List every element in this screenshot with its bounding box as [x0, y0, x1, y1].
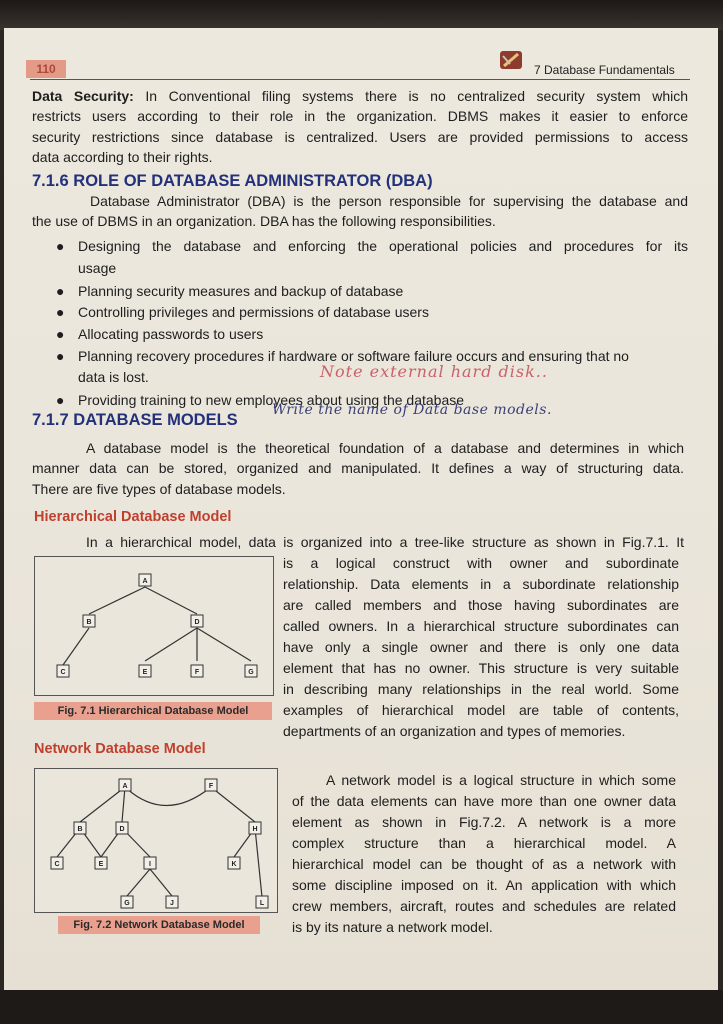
hierarchical-line-3: are called members and those having subordinates are	[283, 597, 679, 613]
models-line-2: manner data can be stored, organized and manipulated. It defines a way of structuring data.	[32, 460, 684, 477]
net-node-l-label: L	[259, 900, 265, 907]
hierarchical-paragraph	[283, 553, 679, 742]
network-paragraph	[292, 770, 676, 938]
data-security-paragraph	[32, 86, 688, 168]
net-node-e-label: E	[98, 861, 104, 868]
background-top	[0, 0, 723, 30]
hierarchical-line-8: examples of hierarchical model are table of contents,	[283, 702, 679, 718]
network-line-8: is by its nature a network model.	[292, 919, 493, 935]
net-node-d-label: D	[119, 826, 125, 833]
dba-bullet-2-text: Planning security measures and backup of database	[78, 283, 404, 299]
dba-bullet-6-text: Providing training to new employees about using the database	[78, 392, 465, 408]
net-node-g-label: G	[124, 900, 130, 907]
header-rule	[30, 79, 690, 80]
dba-bullet-1-line-2: usage	[78, 260, 117, 276]
data-security-label: Data Security:	[32, 88, 134, 104]
hierarchical-line-1: is a logical construct with owner and subordinate	[283, 555, 679, 571]
network-line-7: crew members, aircraft, routes and schedules are related	[292, 898, 676, 914]
data-security-line-2: restricts users according to their role in the organization. DBMS makes it easier to enforce	[32, 108, 688, 125]
network-diagram	[35, 769, 277, 912]
net-node-f-label: F	[208, 783, 214, 790]
background-bottom	[0, 990, 723, 1024]
data-security-line-3: security restrictions since database is centralized. Users are provided permissions to access	[32, 128, 688, 145]
page-number: 110	[26, 60, 66, 78]
models-line-3: There are five types of database models.	[32, 480, 286, 497]
dba-heading: 7.1.6 ROLE OF DATABASE ADMINISTRATOR (DBA)	[32, 172, 433, 190]
node-a-label: A	[142, 578, 148, 585]
network-edges	[57, 787, 262, 897]
dba-bullet-4-text: Allocating passwords to users	[78, 326, 264, 342]
hierarchical-line-9: departments of an organization and types of memories.	[283, 723, 626, 739]
hierarchical-figure	[34, 556, 274, 696]
bullet-icon: ●	[56, 283, 65, 299]
hierarchical-tree-diagram	[35, 557, 273, 695]
models-line-1: A database model is the theoretical foundation of a database and determines in which	[86, 440, 684, 456]
network-figure-caption: Fig. 7.2 Network Database Model	[58, 916, 260, 934]
bullet-icon: ●	[56, 238, 65, 254]
dba-bullet-5-line-1: Planning recovery procedures if hardware or software failure occurs and ensuring that no	[78, 348, 629, 364]
models-paragraph	[32, 438, 684, 499]
data-security-line-4: data according to their rights.	[32, 149, 213, 166]
node-c-label: C	[60, 669, 66, 676]
bullet-icon: ●	[56, 392, 65, 408]
handwritten-note-2: Write the name of Data base models.	[272, 402, 552, 418]
data-security-line-1: In Conventional filing systems there is no centralized security system which	[145, 88, 688, 104]
hierarchical-line-2: relationship. Data elements in a subordinate relationship	[283, 576, 679, 592]
dba-intro	[32, 191, 688, 232]
handwritten-note-1: Note external hard disk..	[320, 362, 548, 381]
bullet-icon: ●	[56, 326, 65, 342]
models-heading: 7.1.7 DATABASE MODELS	[32, 411, 238, 429]
node-f-label: F	[194, 669, 200, 676]
hierarchical-figure-caption: Fig. 7.1 Hierarchical Database Model	[34, 702, 272, 720]
node-g-label: G	[248, 669, 254, 676]
net-node-i-label: I	[149, 861, 151, 868]
chapter-title: 7 Database Fundamentals	[534, 63, 675, 77]
net-node-h-label: H	[252, 826, 258, 833]
net-node-a-label: A	[122, 783, 128, 790]
hierarchical-line-6: element that has no owner. This structure is very suitable	[283, 660, 679, 676]
hierarchical-line-4: called owners. In a hierarchical structure subordinates can	[283, 618, 679, 634]
hierarchical-line-5: have only a single owner and there is only one data	[283, 639, 679, 655]
network-line-2: of the data elements can have more than one owner data	[292, 793, 676, 809]
net-node-c-label: C	[54, 861, 60, 868]
network-nodes	[51, 779, 268, 908]
network-subheading: Network Database Model	[34, 741, 206, 757]
tree-nodes	[57, 574, 257, 677]
bullet-icon: ●	[56, 304, 65, 320]
hierarchical-line-7: in describing many relationships in the real world. Some	[283, 681, 679, 697]
node-b-label: B	[86, 619, 92, 626]
network-figure	[34, 768, 278, 913]
net-node-b-label: B	[77, 826, 83, 833]
dba-bullet-5-line-2: data is lost.	[78, 369, 149, 385]
node-d-label: D	[194, 619, 200, 626]
dba-intro-line-2: the use of DBMS in an organization. DBA has the following responsibilities.	[32, 213, 496, 230]
book-logo-icon	[498, 48, 526, 72]
node-e-label: E	[142, 669, 148, 676]
net-node-j-label: J	[170, 900, 174, 907]
network-line-1: A network model is a logical structure in which some	[326, 772, 676, 788]
bullet-icon: ●	[56, 348, 65, 364]
net-node-k-label: K	[231, 861, 237, 868]
hierarchical-subheading: Hierarchical Database Model	[34, 509, 232, 525]
dba-intro-line-1: Database Administrator (DBA) is the person responsible for supervising the database and	[90, 193, 688, 209]
network-line-4: complex structure than a hierarchical model. A	[292, 835, 676, 851]
network-line-3: element as shown in Fig.7.2. A network is a more	[292, 814, 676, 830]
network-line-5: hierarchical model can be thought of as a network with	[292, 856, 676, 872]
hierarchical-first-line: In a hierarchical model, data is organized into a tree-like structure as shown in Fig.7.1. It	[86, 534, 684, 550]
dba-bullet-3-text: Controlling privileges and permissions of database users	[78, 304, 429, 320]
dba-bullet-1-line-1: Designing the database and enforcing the operational policies and procedures for its	[78, 238, 688, 254]
network-line-6: some discipline imposed on it. An application with which	[292, 877, 676, 893]
